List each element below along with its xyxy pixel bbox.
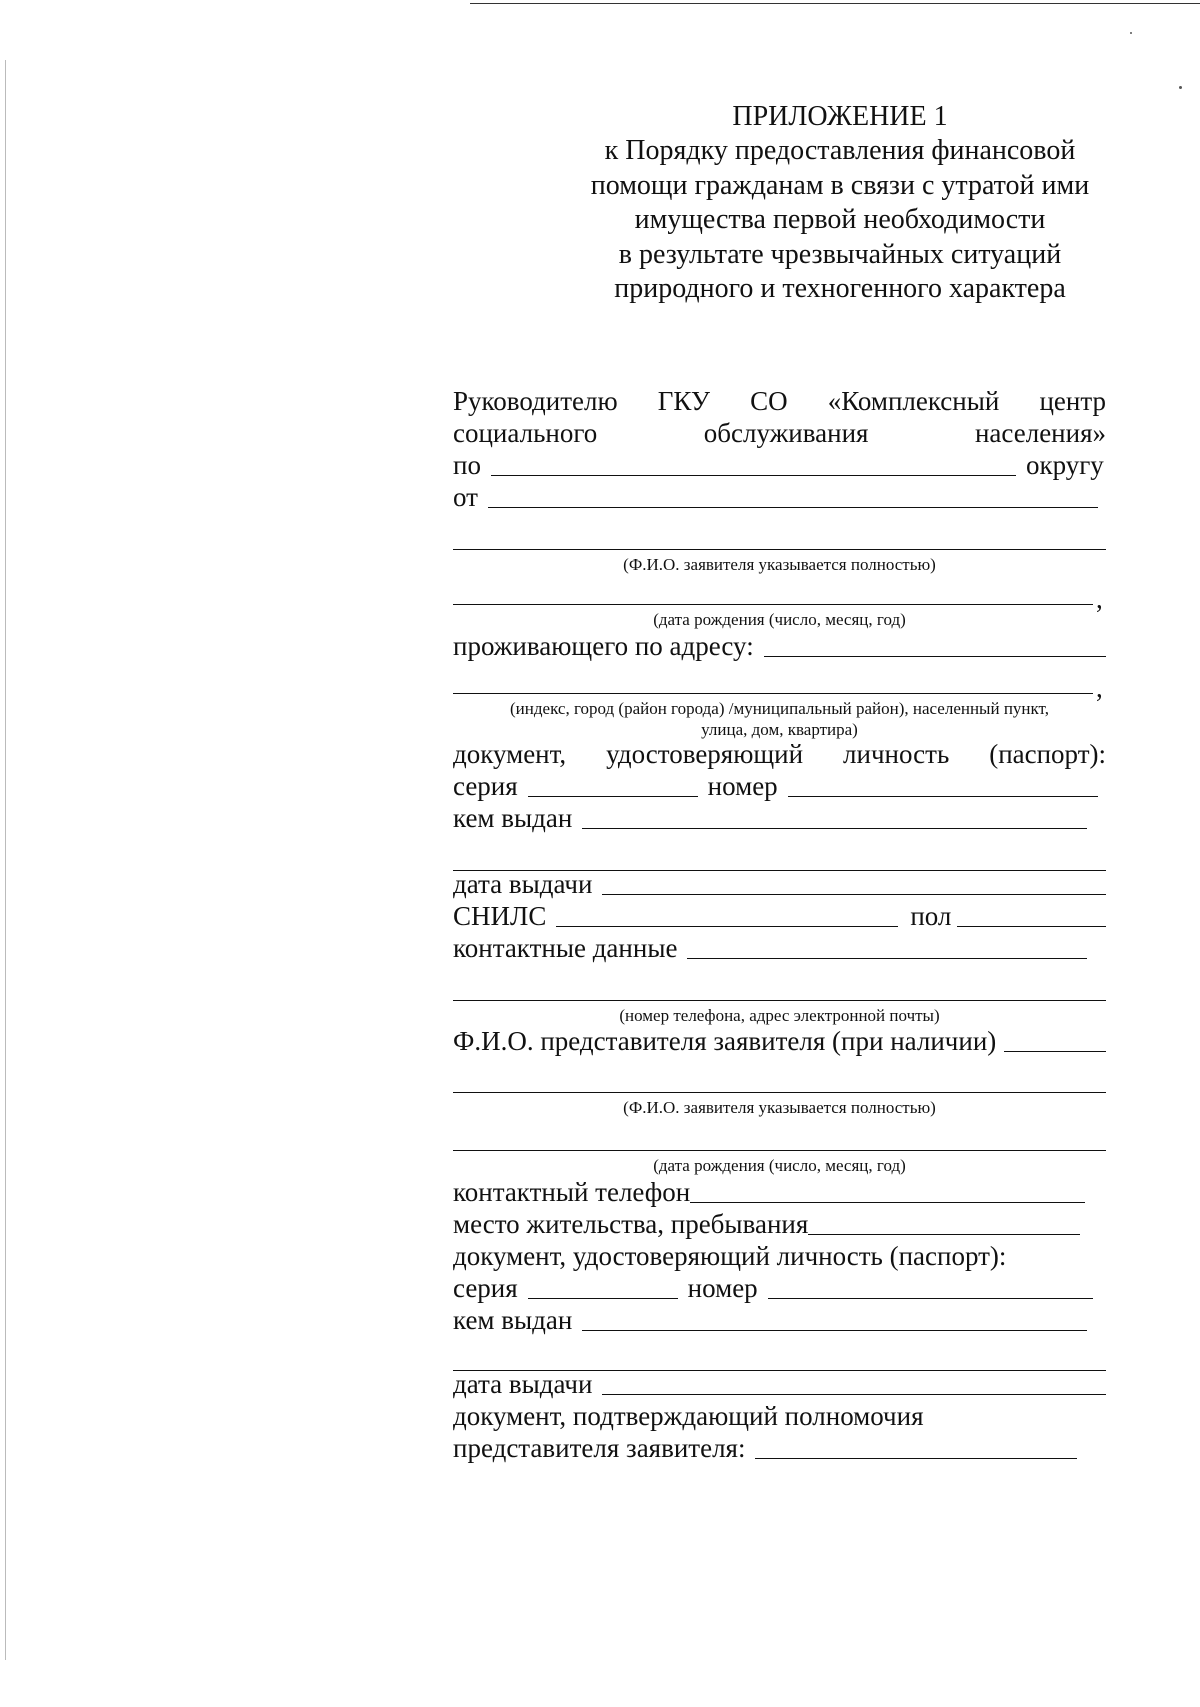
from-row	[453, 484, 1106, 511]
representative-phone-label: контактный телефон	[453, 1177, 691, 1207]
issue-date-label: дата выдачи	[453, 869, 593, 899]
address-label: проживающего по адресу:	[453, 631, 754, 661]
series-field[interactable]	[528, 796, 698, 797]
authority-document-row-2	[453, 1435, 1106, 1462]
representative-document-row	[453, 1243, 1106, 1270]
scan-speck	[1179, 86, 1182, 89]
representative-phone-field[interactable]	[690, 1202, 1085, 1203]
address-field[interactable]	[764, 656, 1106, 657]
appendix-subtitle-line: к Порядку предоставления финансовой	[604, 135, 1076, 167]
representative-issue-date-row	[453, 1371, 1106, 1398]
appendix-subtitle-line: природного и техногенного характера	[614, 273, 1066, 305]
scan-left-edge	[5, 60, 6, 1660]
addressee-word: социального	[453, 418, 598, 448]
applicant-birthdate-caption: (дата рождения (число, месяц, год)	[653, 610, 906, 629]
identity-document-word: личность	[843, 739, 950, 769]
address-field-continuation[interactable]	[453, 693, 1093, 694]
applicant-fio-caption: (Ф.И.О. заявителя указывается полностью)	[623, 555, 936, 574]
appendix-subtitle-line: имущества первой необходимости	[634, 204, 1046, 236]
representative-series-field[interactable]	[528, 1298, 678, 1299]
representative-number-label: номер	[687, 1273, 758, 1303]
from-field[interactable]	[488, 507, 1098, 508]
addressee-word: Руководителю	[453, 386, 618, 416]
comma-mark: ,	[1096, 673, 1103, 703]
representative-series-label: серия	[453, 1273, 518, 1303]
contacts-row	[453, 935, 1106, 962]
scan-speck	[1130, 32, 1132, 34]
authority-document-label-cont: представителя заявителя:	[453, 1433, 746, 1463]
passport-series-number-row	[453, 773, 1106, 800]
number-field[interactable]	[788, 796, 1098, 797]
appendix-subtitle-line: в результате чрезвычайных ситуаций	[618, 238, 1062, 270]
representative-birthdate-field[interactable]	[453, 1150, 1106, 1151]
identity-document-word: документ,	[453, 739, 567, 769]
representative-residence-field[interactable]	[808, 1234, 1080, 1235]
issued-by-field[interactable]	[582, 828, 1087, 829]
authority-document-label: документ, подтверждающий полномочия	[453, 1401, 924, 1431]
representative-fio-field-continuation[interactable]	[453, 1092, 1106, 1093]
identity-document-word: удостоверяющий	[606, 739, 804, 769]
issued-by-row	[453, 805, 1106, 832]
representative-issue-date-label: дата выдачи	[453, 1369, 593, 1399]
snils-field[interactable]	[556, 926, 898, 927]
identity-document-word: (паспорт):	[989, 739, 1106, 769]
authority-document-field[interactable]	[755, 1458, 1077, 1459]
representative-issued-by-row	[453, 1307, 1106, 1334]
issued-by-label: кем выдан	[453, 803, 573, 833]
representative-birthdate-caption: (дата рождения (число, месяц, год)	[653, 1156, 906, 1175]
appendix-header	[560, 100, 1120, 306]
authority-document-row-1	[453, 1403, 1106, 1430]
issue-date-field[interactable]	[602, 894, 1106, 895]
sex-field[interactable]	[957, 926, 1106, 927]
representative-residence-row	[453, 1211, 1106, 1238]
addressee-word: ГКУ	[657, 386, 710, 416]
addressee-word: населения»	[974, 418, 1106, 448]
address-row	[453, 633, 1106, 660]
representative-fio-field[interactable]	[1004, 1051, 1106, 1052]
appendix-subtitle-line: помощи гражданам в связи с утратой ими	[590, 169, 1090, 201]
scan-top-border	[470, 3, 1200, 4]
district-field[interactable]	[491, 475, 1016, 476]
contacts-field-continuation[interactable]	[453, 1000, 1106, 1001]
representative-fio-row	[453, 1028, 1106, 1055]
addressee-line-2	[453, 420, 1106, 447]
representative-passport-row	[453, 1275, 1106, 1302]
applicant-birthdate-field[interactable]	[453, 604, 1093, 605]
contacts-label: контактные данные	[453, 933, 678, 963]
issue-date-row	[453, 871, 1106, 898]
snils-sex-row	[453, 903, 1106, 930]
appendix-title: ПРИЛОЖЕНИЕ 1	[732, 101, 948, 132]
district-row	[453, 452, 1106, 479]
addressee-word: СО	[750, 386, 788, 416]
representative-fio-label: Ф.И.О. представителя заявителя (при наличии)	[453, 1026, 997, 1056]
snils-label: СНИЛС	[453, 901, 547, 931]
district-prefix-label: по	[453, 450, 481, 480]
sex-label: пол	[910, 901, 952, 931]
from-label: от	[453, 482, 478, 512]
addressee-word: центр	[1039, 386, 1106, 416]
address-caption-line-2: улица, дом, квартира)	[701, 720, 858, 739]
applicant-fio-field[interactable]	[453, 549, 1106, 550]
series-label: серия	[453, 771, 518, 801]
representative-issued-by-label: кем выдан	[453, 1305, 573, 1335]
address-caption-line-1: (индекс, город (район города) /муниципальный район), населенный пункт,	[510, 699, 1049, 718]
representative-document-label: документ, удостоверяющий личность (паспорт):	[453, 1241, 1007, 1271]
addressee-word: обслуживания	[703, 418, 869, 448]
comma-mark: ,	[1096, 584, 1103, 614]
representative-issue-date-field[interactable]	[602, 1394, 1106, 1395]
contacts-caption: (номер телефона, адрес электронной почты)	[619, 1006, 940, 1025]
district-suffix-label: округу	[1025, 450, 1104, 480]
representative-residence-label: место жительства, пребывания	[453, 1209, 809, 1239]
number-label: номер	[707, 771, 778, 801]
representative-issued-by-field[interactable]	[582, 1330, 1087, 1331]
identity-document-row	[453, 741, 1106, 768]
representative-number-field[interactable]	[768, 1298, 1093, 1299]
addressee-line-1	[453, 388, 1106, 415]
representative-fio-caption: (Ф.И.О. заявителя указывается полностью)	[623, 1098, 936, 1117]
representative-phone-row	[453, 1179, 1106, 1206]
contacts-field[interactable]	[687, 958, 1087, 959]
addressee-word: «Комплексный	[827, 386, 1000, 416]
